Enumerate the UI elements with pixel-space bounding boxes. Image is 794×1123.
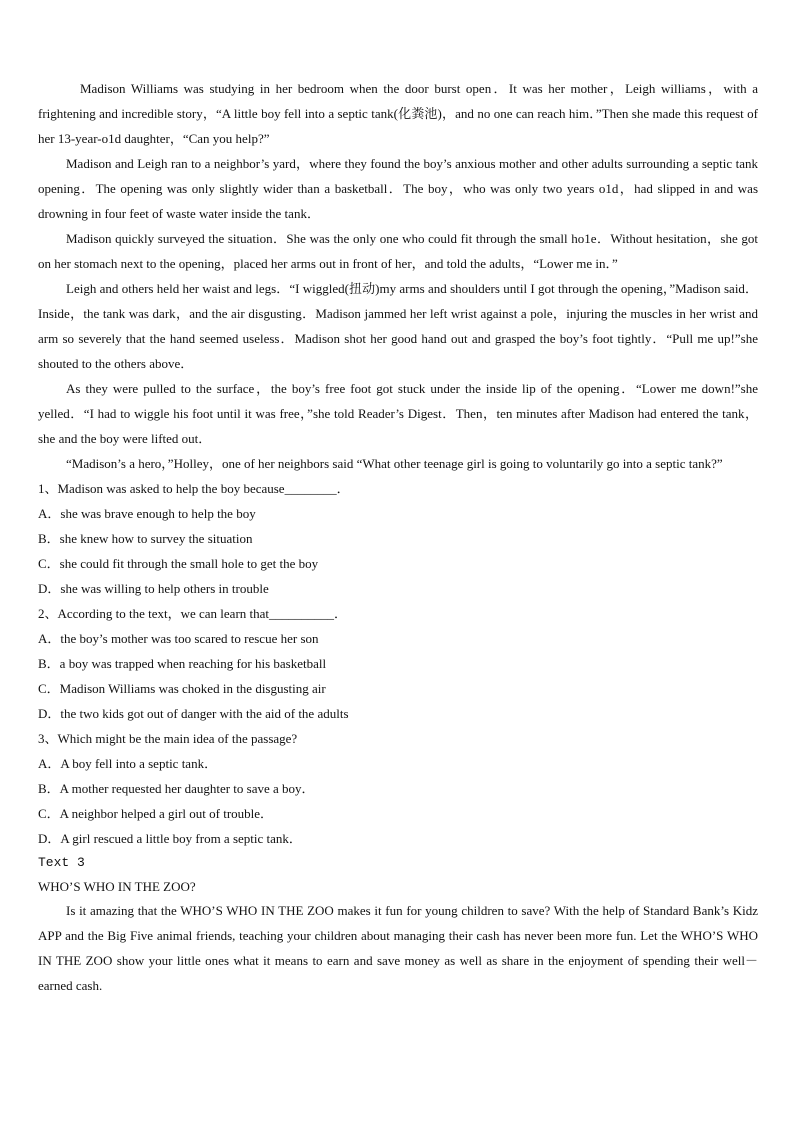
section-title: WHO’S WHO IN THE ZOO? xyxy=(38,879,196,894)
option-b: B．a boy was trapped when reaching for his basketball xyxy=(38,656,327,671)
question-3 xyxy=(38,726,758,851)
text3-paragraph: Is it amazing that the WHO’S WHO IN THE ZOO makes it fun for young children to save? With the help of Standard Bank’s Kidz APP and the Big Five animal friends, teaching your children about managing their cash has never been more fun. Let the WHO’S WHO IN THE ZOO show your little ones what it means to earn and save money as well as share in the enjoyment of spending their well－earned cash. xyxy=(38,903,758,993)
option-a: A．A boy fell into a septic tank． xyxy=(38,756,218,771)
option-b: B．she knew how to survey the situation xyxy=(38,531,253,546)
document-page xyxy=(38,76,758,998)
passage-paragraph-3: Madison quickly surveyed the situation．She was the only one who could fit through the small ho1e．Without hesitation，she got on her stomach next to the opening，placed her arms out in front of her，and told the adults，“Lower me in．” xyxy=(38,231,758,271)
passage-paragraph-1: Madison Williams was studying in her bedroom when the door burst open．It was her mother，Leigh williams，with a frightening and incredible story，“A little boy fell into a septic tank(化粪池)，and no one can reach him．”Then she made this request of her 13-year-o1d daughter，“Can you help?” xyxy=(38,81,758,146)
passage-paragraph-4: Leigh and others held her waist and legs．“I wiggled(扭动)my arms and shoulders until I got through the opening，”Madison said．Inside，the tank was dark，and the air disgusting．Madison jammed her left wrist against a pole，injuring the muscles in her wrist and arm so severely that the hand seemed useless．Madison shot her good hand out and grasped the boy’s foot tightly．“Pull me up!”she shouted to the others above． xyxy=(38,281,758,371)
passage-paragraph-2: Madison and Leigh ran to a neighbor’s yard，where they found the boy’s anxious mother and other adults surrounding a septic tank opening．The opening was only slightly wider than a basketball．The boy，who was only two years o1d，had slipped in and was drowning in four feet of waste water inside the tank． xyxy=(38,156,758,221)
question-stem: 1、Madison was asked to help the boy because________． xyxy=(38,481,350,496)
option-c: C．A neighbor helped a girl out of trouble． xyxy=(38,806,274,821)
passage-paragraph-6: “Madison’s a hero，”Holley，one of her neighbors said “What other teenage girl is going to voluntarily go into a septic tank?” xyxy=(66,456,723,471)
option-a: A．she was brave enough to help the boy xyxy=(38,506,256,521)
option-c: C．she could fit through the small hole to get the boy xyxy=(38,556,319,571)
question-1 xyxy=(38,476,758,601)
question-stem: 2、According to the text，we can learn that__________． xyxy=(38,606,348,621)
option-d: D．she was willing to help others in trouble xyxy=(38,581,269,596)
question-2 xyxy=(38,601,758,726)
option-a: A．the boy’s mother was too scared to rescue her son xyxy=(38,631,319,646)
section-label: Text 3 xyxy=(38,855,85,870)
question-stem: 3、Which might be the main idea of the passage? xyxy=(38,731,298,746)
option-c: C．Madison Williams was choked in the disgusting air xyxy=(38,681,326,696)
option-b: B．A mother requested her daughter to save a boy． xyxy=(38,781,315,796)
passage-paragraph-5: As they were pulled to the surface，the boy’s free foot got stuck under the inside lip of the opening．“Lower me down!”she yelled．“I had to wiggle his foot until it was free，”she told Reader’s Digest．Then，ten minutes after Madison had entered the tank，she and the boy were lifted out． xyxy=(38,381,758,446)
option-d: D．the two kids got out of danger with the aid of the adults xyxy=(38,706,349,721)
option-d: D．A girl rescued a little boy from a septic tank． xyxy=(38,831,302,846)
